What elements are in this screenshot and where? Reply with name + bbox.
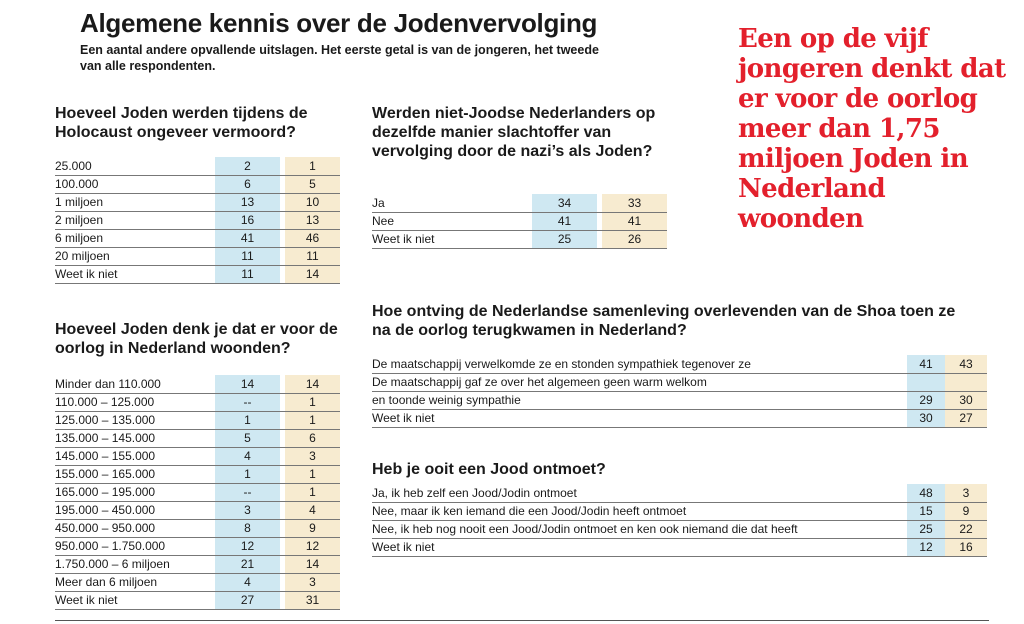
table-row	[372, 212, 667, 231]
table-row	[55, 247, 340, 266]
row-label: 100.000	[55, 177, 99, 191]
row-label: 25.000	[55, 159, 92, 173]
youth-value: 14	[240, 377, 255, 391]
youth-value: 30	[919, 411, 933, 425]
youth-value: 41	[919, 357, 933, 371]
question-holocaust-victims: Hoeveel Joden werden tijdens de Holocaust ongeveer vermoord?	[55, 105, 308, 141]
row-label: 135.000 – 145.000	[55, 431, 156, 445]
table-row	[55, 193, 340, 212]
table-met-a-jew	[372, 484, 987, 556]
table-row	[55, 157, 340, 176]
row-label: 2 miljoen	[55, 213, 104, 227]
all-respondents-value: 31	[305, 593, 320, 607]
table-row	[372, 355, 987, 374]
table-row	[55, 429, 340, 448]
all-respondents-value: 27	[959, 411, 973, 425]
youth-value: 15	[919, 504, 933, 518]
youth-value: 29	[919, 393, 933, 407]
row-label: De maatschappij verwelkomde ze en stonden sympathiek tegenover ze	[372, 357, 751, 371]
all-respondents-value: 43	[959, 357, 973, 371]
row-label: Nee, ik heb nog nooit een Jood/Jodin ontmoet en ken ook niemand die dat heeft	[372, 522, 798, 536]
row-label: 450.000 – 950.000	[55, 521, 156, 535]
row-label: 6 miljoen	[55, 231, 104, 245]
all-respondents-value: 26	[627, 232, 642, 246]
youth-value: 48	[919, 486, 933, 500]
youth-value: 1	[244, 413, 251, 427]
table-jews-before-war	[55, 375, 340, 610]
table-row	[55, 483, 340, 502]
question-jews-before-war: Hoeveel Joden denk je dat er voor de oorlog in Nederland woonden?	[55, 321, 338, 357]
table-non-jewish-victims	[372, 194, 667, 248]
youth-value: 41	[240, 231, 255, 245]
all-respondents-value: 46	[305, 231, 320, 245]
youth-value: --	[243, 395, 252, 409]
all-respondents-value: 3	[309, 575, 316, 589]
table-row	[55, 175, 340, 194]
youth-value: 12	[919, 540, 933, 554]
row-label: 950.000 – 1.750.000	[55, 539, 166, 553]
all-respondents-value: 1	[309, 159, 316, 173]
youth-value: 34	[557, 196, 572, 210]
youth-value: 25	[919, 522, 933, 536]
table-row	[55, 447, 340, 466]
youth-value: 12	[240, 539, 255, 553]
row-label: 1.750.000 – 6 miljoen	[55, 557, 170, 571]
table-row	[372, 538, 987, 557]
pull-quote: Een op de vijf jongeren denkt dat er voor de oorlog meer dan 1,75 miljoen Joden in Nederland woonden	[738, 24, 1006, 234]
all-respondents-value: 11	[306, 249, 319, 263]
row-label: 195.000 – 450.000	[55, 503, 156, 517]
youth-value: 27	[240, 593, 255, 607]
row-label: Ja, ik heb zelf een Jood/Jodin ontmoet	[372, 486, 577, 500]
table-row	[55, 501, 340, 520]
all-respondents-value: 14	[305, 377, 320, 391]
youth-value: 25	[557, 232, 572, 246]
youth-value: 5	[244, 431, 251, 445]
row-label: 20 miljoen	[55, 249, 110, 263]
table-row	[372, 373, 987, 392]
question-non-jewish-victims: Werden niet-Joodse Nederlanders op dezelfde manier slachtoffer van vervolging door de nazi’s als Joden?	[372, 105, 656, 160]
table-row	[55, 519, 340, 538]
table-row	[372, 409, 987, 428]
all-respondents-value: 3	[962, 486, 970, 500]
table-row	[55, 393, 340, 412]
table-row	[55, 465, 340, 484]
youth-value: 6	[244, 177, 251, 191]
table-row	[372, 484, 987, 503]
all-respondents-value: 4	[309, 503, 316, 517]
all-respondents-value: 13	[305, 213, 320, 227]
table-row	[55, 229, 340, 248]
row-label: Nee	[372, 214, 395, 228]
all-respondents-value: 1	[309, 413, 316, 427]
table-row	[372, 391, 987, 410]
table-row	[372, 502, 987, 521]
row-label: Weet ik niet	[55, 593, 118, 607]
all-respondents-value: 16	[959, 540, 973, 554]
youth-value: 3	[244, 503, 251, 517]
youth-value: 2	[244, 159, 251, 173]
all-respondents-value: 1	[309, 467, 316, 481]
bottom-rule	[55, 620, 989, 621]
all-respondents-value: 14	[305, 267, 320, 281]
youth-value: 4	[244, 575, 251, 589]
table-row	[55, 375, 340, 394]
youth-value: 41	[557, 214, 572, 228]
youth-value: 4	[244, 449, 251, 463]
all-respondents-value: 1	[309, 395, 316, 409]
all-respondents-value: 41	[627, 214, 642, 228]
row-label: Nee, maar ik ken iemand die een Jood/Jodin heeft ontmoet	[372, 504, 687, 518]
youth-value: 16	[240, 213, 255, 227]
all-respondents-value: 9	[962, 504, 970, 518]
table-row	[372, 230, 667, 249]
row-label: 155.000 – 165.000	[55, 467, 156, 481]
page-title: Algemene kennis over de Jodenvervolging	[80, 8, 598, 38]
table-holocaust-victims	[55, 157, 340, 284]
table-row	[55, 555, 340, 574]
page-subtitle: Een aantal andere opvallende uitslagen. Het eerste getal is van de jongeren, het tweede van alle respondenten.	[80, 43, 599, 73]
youth-value: 8	[244, 521, 251, 535]
youth-value: 11	[241, 249, 254, 263]
table-row	[372, 194, 667, 213]
row-label: De maatschappij gaf ze over het algemeen geen warm welkom	[372, 375, 707, 389]
youth-value: 21	[240, 557, 255, 571]
question-shoa-survivors: Hoe ontving de Nederlandse samenleving overlevenden van de Shoa toen ze na de oorlog terugkwamen in Nederland?	[372, 303, 956, 339]
row-label: 145.000 – 155.000	[55, 449, 156, 463]
table-row	[55, 573, 340, 592]
row-label: 125.000 – 135.000	[55, 413, 156, 427]
all-respondents-value: 6	[309, 431, 316, 445]
all-respondents-value: 3	[309, 449, 316, 463]
row-label: Minder dan 110.000	[55, 377, 161, 391]
all-respondents-value: 14	[305, 557, 320, 571]
row-label: 110.000 – 125.000	[55, 395, 155, 409]
row-label: Ja	[372, 196, 385, 210]
youth-value: 11	[241, 267, 254, 281]
row-label: Meer dan 6 miljoen	[55, 575, 158, 589]
row-label: en toonde weinig sympathie	[372, 393, 521, 407]
all-respondents-value: 1	[309, 485, 316, 499]
row-label: 165.000 – 195.000	[55, 485, 156, 499]
all-respondents-value: 10	[305, 195, 320, 209]
all-respondents-value: 22	[959, 522, 973, 536]
all-respondents-value: 33	[627, 196, 642, 210]
row-label: Weet ik niet	[55, 267, 118, 281]
table-row	[55, 411, 340, 430]
all-respondents-value: 9	[309, 521, 316, 535]
table-shoa-survivors	[372, 355, 987, 427]
youth-value: 13	[240, 195, 255, 209]
row-label: Weet ik niet	[372, 411, 435, 425]
table-row	[55, 591, 340, 610]
all-respondents-value: 5	[309, 177, 316, 191]
row-label: Weet ik niet	[372, 540, 435, 554]
question-met-a-jew: Heb je ooit een Jood ontmoet?	[372, 461, 606, 478]
table-row	[55, 265, 340, 284]
all-respondents-value: 30	[959, 393, 973, 407]
row-label: Weet ik niet	[372, 232, 435, 246]
table-row	[55, 211, 340, 230]
youth-value: 1	[244, 467, 251, 481]
table-row	[55, 537, 340, 556]
row-label: 1 miljoen	[55, 195, 104, 209]
all-respondents-value: 12	[305, 539, 320, 553]
youth-value: --	[243, 485, 252, 499]
table-row	[372, 520, 987, 539]
